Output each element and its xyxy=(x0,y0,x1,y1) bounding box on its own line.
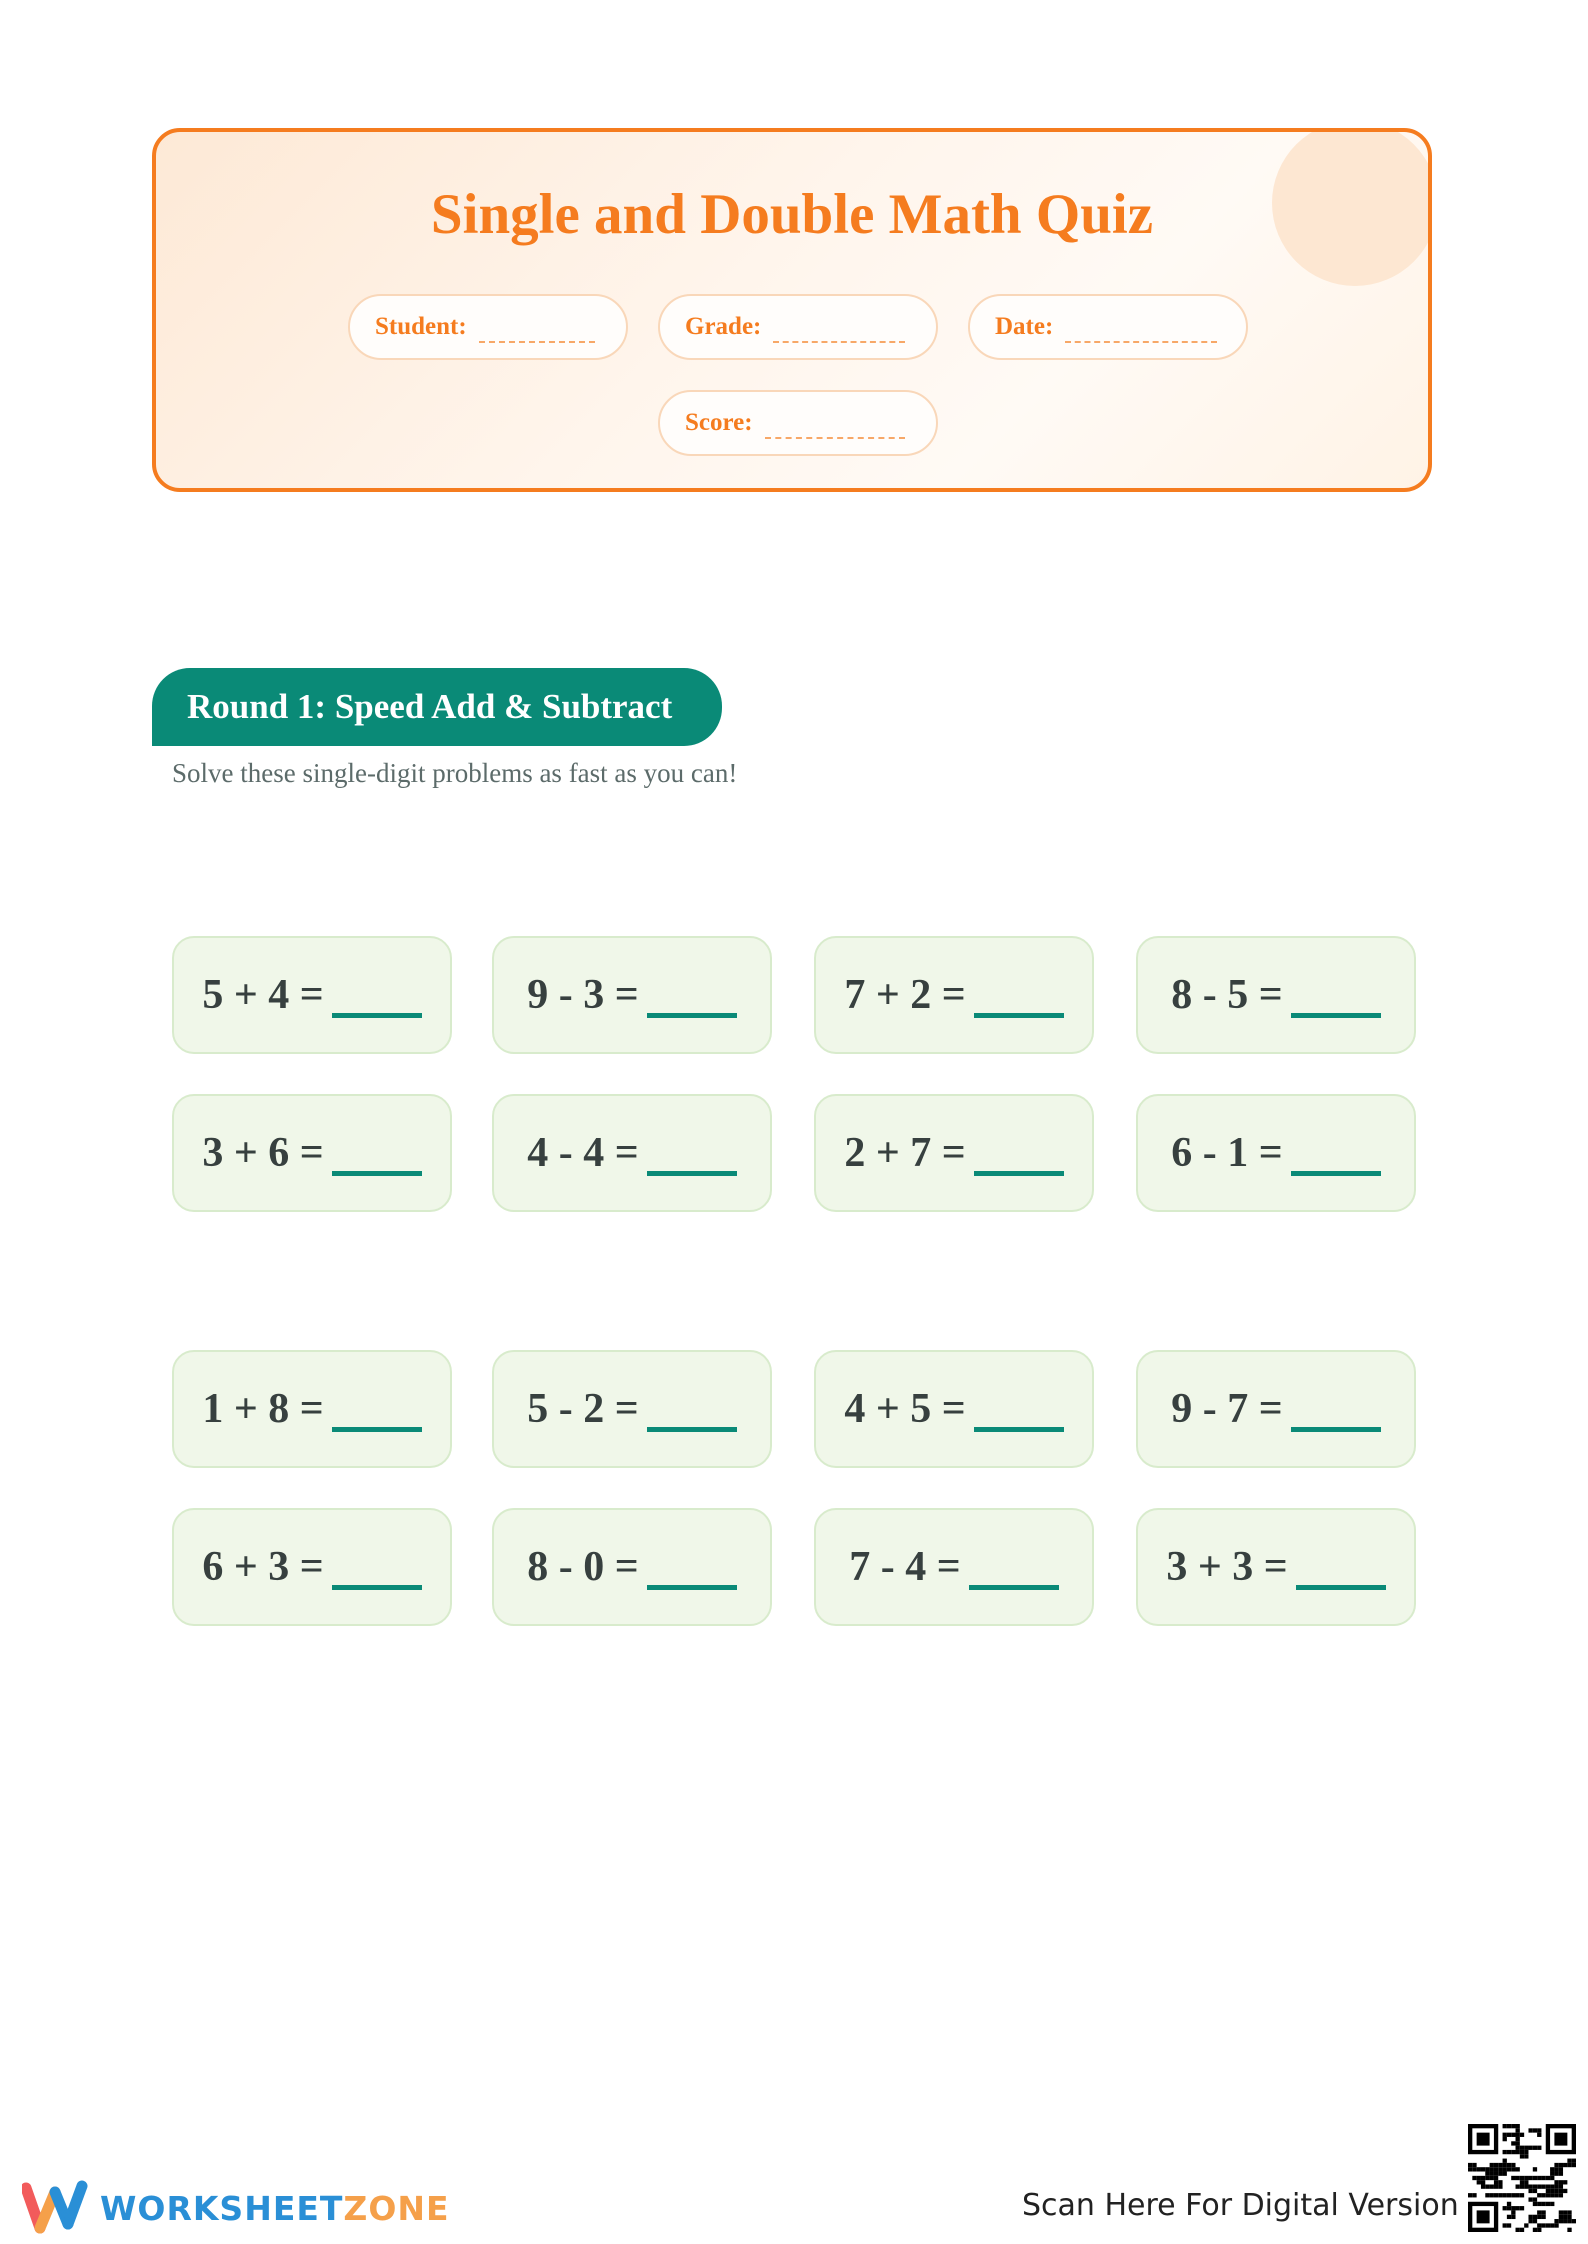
problem-card xyxy=(172,1350,452,1468)
student-blank[interactable] xyxy=(479,341,595,343)
date-blank[interactable] xyxy=(1065,341,1217,343)
student-label: Student: xyxy=(375,313,467,340)
answer-blank[interactable] xyxy=(1296,1551,1386,1590)
grade-blank[interactable] xyxy=(773,341,905,343)
page-title: Single and Double Math Quiz xyxy=(430,183,1154,246)
problem-card xyxy=(172,1094,452,1212)
score-field[interactable] xyxy=(658,390,938,456)
problem-card xyxy=(1136,936,1416,1054)
problem-card xyxy=(1136,1508,1416,1626)
answer-blank[interactable] xyxy=(332,1137,422,1176)
problem-equation: 5 + 4 = xyxy=(202,972,324,1018)
answer-blank[interactable] xyxy=(1291,1393,1381,1432)
problem-card xyxy=(172,1508,452,1626)
date-field[interactable] xyxy=(968,294,1248,360)
scan-caption: Scan Here For Digital Version xyxy=(1022,2188,1459,2223)
answer-blank[interactable] xyxy=(332,1393,422,1432)
problem-card xyxy=(492,1508,772,1626)
problem-equation: 6 + 3 = xyxy=(202,1544,324,1590)
student-field[interactable] xyxy=(348,294,628,360)
problem-equation: 1 + 8 = xyxy=(202,1386,324,1432)
answer-blank[interactable] xyxy=(332,979,422,1018)
answer-blank[interactable] xyxy=(332,1551,422,1590)
problem-card xyxy=(814,1350,1094,1468)
answer-blank[interactable] xyxy=(647,1393,737,1432)
answer-blank[interactable] xyxy=(969,1551,1059,1590)
grade-label: Grade: xyxy=(685,313,762,340)
score-label: Score: xyxy=(685,409,753,436)
problem-equation: 4 - 4 = xyxy=(527,1130,639,1176)
problem-equation: 9 - 3 = xyxy=(527,972,639,1018)
answer-blank[interactable] xyxy=(974,1393,1064,1432)
date-label: Date: xyxy=(995,313,1054,340)
problem-equation: 8 - 5 = xyxy=(1171,972,1283,1018)
score-blank[interactable] xyxy=(765,437,905,439)
answer-blank[interactable] xyxy=(974,1137,1064,1176)
problem-equation: 8 - 0 = xyxy=(527,1544,639,1590)
problem-equation: 5 - 2 = xyxy=(527,1386,639,1432)
problem-equation: 3 + 3 = xyxy=(1166,1544,1288,1590)
problem-card xyxy=(1136,1094,1416,1212)
brand-name-part1: WORKSHEET xyxy=(100,2188,344,2228)
problem-equation: 2 + 7 = xyxy=(844,1130,966,1176)
worksheetzone-logo-icon xyxy=(22,2180,88,2236)
quiz-header xyxy=(152,128,1432,492)
qr-code-icon[interactable] xyxy=(1468,2124,1576,2232)
problem-card xyxy=(814,1508,1094,1626)
brand-name xyxy=(100,2189,450,2228)
problem-card xyxy=(814,1094,1094,1212)
grade-field[interactable] xyxy=(658,294,938,360)
problem-card xyxy=(492,1094,772,1212)
problem-equation: 4 + 5 = xyxy=(844,1386,966,1432)
brand-name-part2: ZONE xyxy=(343,2188,450,2228)
answer-blank[interactable] xyxy=(647,1551,737,1590)
problem-card xyxy=(814,936,1094,1054)
problem-equation: 9 - 7 = xyxy=(1171,1386,1283,1432)
answer-blank[interactable] xyxy=(647,1137,737,1176)
answer-blank[interactable] xyxy=(1291,1137,1381,1176)
answer-blank[interactable] xyxy=(1291,979,1381,1018)
answer-blank[interactable] xyxy=(974,979,1064,1018)
brand-logo[interactable] xyxy=(22,2180,450,2236)
problem-equation: 7 + 2 = xyxy=(844,972,966,1018)
problem-card xyxy=(492,1350,772,1468)
problem-equation: 6 - 1 = xyxy=(1171,1130,1283,1176)
problem-card xyxy=(1136,1350,1416,1468)
round-1-banner: Round 1: Speed Add & Subtract xyxy=(152,668,722,746)
problem-equation: 3 + 6 = xyxy=(202,1130,324,1176)
round-1-instructions: Solve these single-digit problems as fast as you can! xyxy=(172,758,738,788)
problem-card xyxy=(492,936,772,1054)
problem-card xyxy=(172,936,452,1054)
problem-equation: 7 - 4 = xyxy=(849,1544,961,1590)
answer-blank[interactable] xyxy=(647,979,737,1018)
